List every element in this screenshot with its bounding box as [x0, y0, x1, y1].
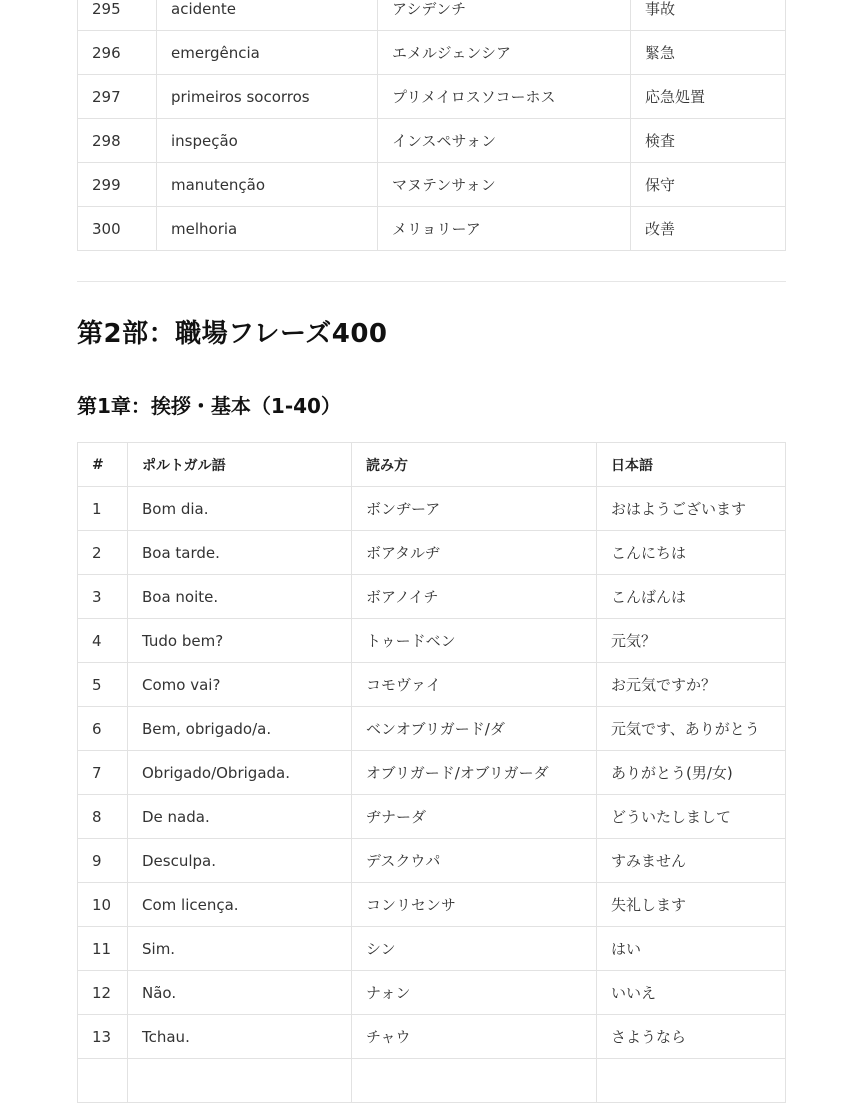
reading: デスクウパ	[352, 839, 597, 883]
reading	[352, 1059, 597, 1103]
table-row	[78, 31, 786, 75]
table-row	[78, 163, 786, 207]
table-header-row	[78, 443, 786, 487]
row-number: 7	[78, 751, 128, 795]
reading: ナォン	[352, 971, 597, 1015]
reading: プリメイロスソコーホス	[378, 75, 631, 119]
header-japanese: 日本語	[597, 443, 786, 487]
reading: ボアノイチ	[352, 575, 597, 619]
japanese-meaning: 失礼します	[597, 883, 786, 927]
vocabulary-table	[77, 0, 786, 251]
portuguese-phrase: Com licença.	[128, 883, 352, 927]
portuguese-word: manutenção	[157, 163, 378, 207]
table-row	[78, 883, 786, 927]
portuguese-phrase: Obrigado/Obrigada.	[128, 751, 352, 795]
japanese-meaning: はい	[597, 927, 786, 971]
japanese-meaning: すみません	[597, 839, 786, 883]
row-number: 4	[78, 619, 128, 663]
portuguese-word: emergência	[157, 31, 378, 75]
japanese-meaning: 応急処置	[631, 75, 786, 119]
reading: ボンヂーア	[352, 487, 597, 531]
japanese-meaning: 検査	[631, 119, 786, 163]
portuguese-phrase: De nada.	[128, 795, 352, 839]
table-row	[78, 119, 786, 163]
portuguese-word: melhoria	[157, 207, 378, 251]
portuguese-word: acidente	[157, 0, 378, 31]
japanese-meaning: 緊急	[631, 31, 786, 75]
table-row	[78, 663, 786, 707]
table-row	[78, 927, 786, 971]
japanese-meaning: こんばんは	[597, 575, 786, 619]
reading: ボアタルヂ	[352, 531, 597, 575]
table-row	[78, 707, 786, 751]
portuguese-phrase	[128, 1059, 352, 1103]
portuguese-phrase: Bem, obrigado/a.	[128, 707, 352, 751]
table-row	[78, 531, 786, 575]
japanese-meaning: こんにちは	[597, 531, 786, 575]
portuguese-word: primeiros socorros	[157, 75, 378, 119]
header-reading: 読み方	[352, 443, 597, 487]
portuguese-phrase: Sim.	[128, 927, 352, 971]
table-row	[78, 1015, 786, 1059]
japanese-meaning: お元気ですか？	[597, 663, 786, 707]
portuguese-phrase: Boa tarde.	[128, 531, 352, 575]
portuguese-phrase: Como vai?	[128, 663, 352, 707]
reading: コンリセンサ	[352, 883, 597, 927]
reading: ベンオブリガード/ダ	[352, 707, 597, 751]
japanese-meaning: いいえ	[597, 971, 786, 1015]
header-portuguese: ポルトガル語	[128, 443, 352, 487]
row-number: 1	[78, 487, 128, 531]
reading: インスペサォン	[378, 119, 631, 163]
table-row	[78, 207, 786, 251]
row-number: 8	[78, 795, 128, 839]
section-divider	[77, 281, 786, 282]
portuguese-word: inspeção	[157, 119, 378, 163]
reading: チャウ	[352, 1015, 597, 1059]
portuguese-phrase: Boa noite.	[128, 575, 352, 619]
table-row	[78, 1059, 786, 1103]
row-number: 10	[78, 883, 128, 927]
row-number: 13	[78, 1015, 128, 1059]
table-row	[78, 487, 786, 531]
row-number: 297	[78, 75, 157, 119]
row-number: 9	[78, 839, 128, 883]
table-row	[78, 971, 786, 1015]
reading: トゥードベン	[352, 619, 597, 663]
portuguese-phrase: Tudo bem?	[128, 619, 352, 663]
japanese-meaning: おはようございます	[597, 487, 786, 531]
reading: オブリガード/オブリガーダ	[352, 751, 597, 795]
japanese-meaning: さようなら	[597, 1015, 786, 1059]
japanese-meaning: どういたしまして	[597, 795, 786, 839]
reading: アシデンチ	[378, 0, 631, 31]
japanese-meaning: ありがとう(男/女)	[597, 751, 786, 795]
row-number: 300	[78, 207, 157, 251]
table-row	[78, 575, 786, 619]
japanese-meaning: 事故	[631, 0, 786, 31]
part-title: 第2部：職場フレーズ400	[77, 319, 388, 349]
row-number: 12	[78, 971, 128, 1015]
japanese-meaning: 元気？	[597, 619, 786, 663]
japanese-meaning	[597, 1059, 786, 1103]
japanese-meaning: 元気です、ありがとう	[597, 707, 786, 751]
row-number: 6	[78, 707, 128, 751]
portuguese-phrase: Desculpa.	[128, 839, 352, 883]
japanese-meaning: 保守	[631, 163, 786, 207]
row-number: 296	[78, 31, 157, 75]
portuguese-phrase: Bom dia.	[128, 487, 352, 531]
chapter-title: 第1章：挨拶・基本（1-40）	[77, 394, 341, 418]
reading: シン	[352, 927, 597, 971]
row-number: 295	[78, 0, 157, 31]
reading: ヂナーダ	[352, 795, 597, 839]
table-row	[78, 751, 786, 795]
row-number	[78, 1059, 128, 1103]
reading: コモヴァイ	[352, 663, 597, 707]
table-row	[78, 619, 786, 663]
reading: エメルジェンシア	[378, 31, 631, 75]
portuguese-phrase: Tchau.	[128, 1015, 352, 1059]
row-number: 298	[78, 119, 157, 163]
table-row	[78, 75, 786, 119]
table-row	[78, 0, 786, 31]
reading: マヌテンサォン	[378, 163, 631, 207]
reading: メリョリーア	[378, 207, 631, 251]
header-number: #	[78, 443, 128, 487]
table-row	[78, 795, 786, 839]
table-row	[78, 839, 786, 883]
row-number: 11	[78, 927, 128, 971]
japanese-meaning: 改善	[631, 207, 786, 251]
row-number: 2	[78, 531, 128, 575]
row-number: 5	[78, 663, 128, 707]
row-number: 3	[78, 575, 128, 619]
row-number: 299	[78, 163, 157, 207]
phrase-table	[77, 442, 786, 1103]
portuguese-phrase: Não.	[128, 971, 352, 1015]
